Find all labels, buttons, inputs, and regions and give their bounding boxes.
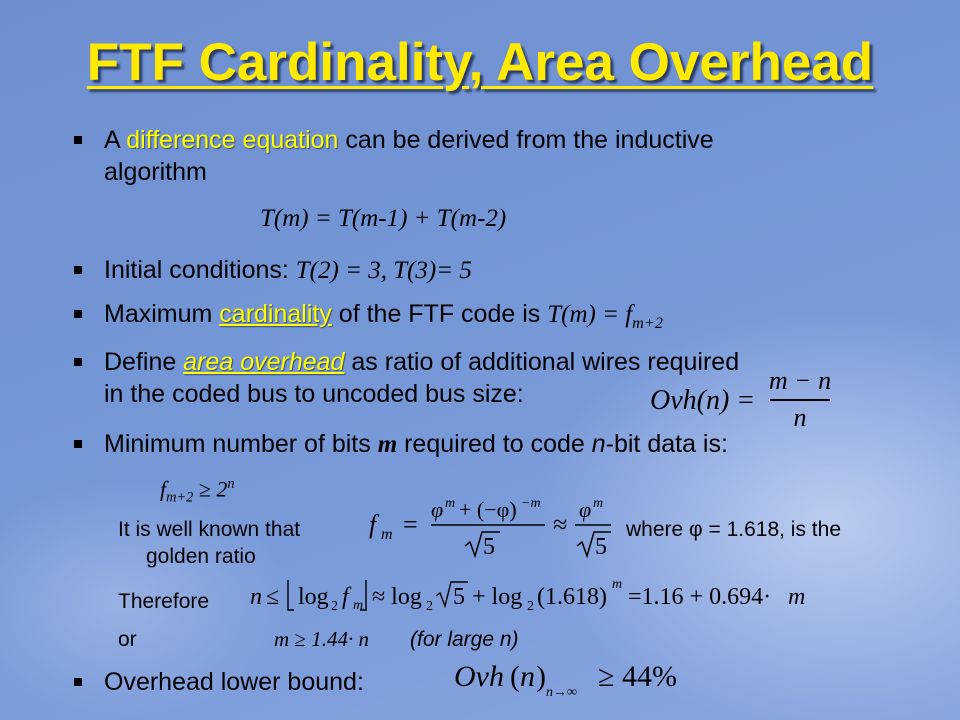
binet-f: f <box>369 510 377 539</box>
variable-n: n <box>591 430 606 458</box>
bullet-square-icon <box>74 678 82 686</box>
binet-f-sub: m <box>381 526 393 543</box>
bullet-text: Initial conditions: <box>104 256 296 284</box>
bullet-overhead-lower-bound <box>104 666 364 698</box>
bullet-text: -bit data is: <box>605 430 728 458</box>
golden-ratio-line2: golden ratio <box>146 545 256 568</box>
binet-approx-sqrt5: 5 <box>595 534 607 560</box>
page-title: FTF Cardinality, Area Overhead <box>86 33 874 92</box>
svg-text:≤: ≤ <box>266 584 280 610</box>
svg-text:=1.16 + 0.694·: =1.16 + 0.694· <box>628 584 772 610</box>
bullet-text: algorithm <box>104 158 207 186</box>
large-n-note: (for large n) <box>410 628 519 651</box>
svg-text:2: 2 <box>426 599 433 614</box>
log-derivation <box>248 572 858 618</box>
ovh-formula-numerator: m − n <box>768 366 832 395</box>
ineq-f: f <box>160 476 167 502</box>
binet-approx-num: φ <box>579 497 592 522</box>
bullet-text: of the FTF code is <box>331 300 548 328</box>
highlight-difference-equation: difference equation <box>126 126 339 154</box>
bullet-difference-equation <box>104 124 714 188</box>
bullet-maximum-cardinality <box>104 298 663 339</box>
svg-text:5: 5 <box>453 584 465 610</box>
bullet-text: A <box>104 126 127 154</box>
svg-text:f: f <box>342 584 349 610</box>
svg-text:≈ log: ≈ log <box>372 584 422 610</box>
bullet-text: can be derived from the inductive <box>338 126 714 154</box>
binet-neg-exp: −m <box>521 496 541 511</box>
recurrence-equation: T(m) = T(m-1) + T(m-2) <box>260 205 507 232</box>
svg-text:2: 2 <box>331 599 338 614</box>
initial-conditions-math: T(2) = 3, T(3)= 5 <box>295 257 472 284</box>
well-known-text: It is well known that <box>118 518 301 541</box>
svg-text:n: n <box>520 660 535 693</box>
highlight-cardinality: cardinality <box>219 300 332 328</box>
svg-text:+ log: + log <box>472 584 523 610</box>
bullet-text: in the coded bus to uncoded bus size: <box>104 380 524 408</box>
fibonacci-inequality <box>160 476 234 507</box>
binet-numerator-exp: m <box>445 496 456 511</box>
variable-m: m <box>377 431 398 458</box>
therefore-label: Therefore <box>118 590 210 613</box>
binet-formula <box>365 490 615 562</box>
binet-approx: ≈ <box>553 510 568 539</box>
cardinality-math: T(m) = f <box>547 301 633 328</box>
ovh-fraction-bar <box>770 399 830 401</box>
svg-text:m: m <box>353 598 364 613</box>
svg-text:Ovh: Ovh <box>454 660 504 693</box>
bullet-square-icon <box>74 266 82 274</box>
svg-text:(: ( <box>510 660 520 693</box>
bullet-square-icon <box>74 136 82 144</box>
bullet-text: Define <box>104 348 184 376</box>
bullet-text: Minimum number of bits <box>104 430 378 458</box>
svg-text:): ) <box>536 660 546 693</box>
ovh-formula-denominator: n <box>793 403 807 432</box>
svg-text:2: 2 <box>527 599 534 614</box>
bullet-text: Overhead lower bound: <box>104 668 364 696</box>
svg-text:m: m <box>788 584 806 610</box>
bullet-text: as ratio of additional wires required <box>344 348 740 376</box>
bullet-square-icon <box>74 310 82 318</box>
binet-approx-exp: m <box>593 496 604 511</box>
ineq-relation: ≥ 2 <box>193 476 228 502</box>
bullet-square-icon <box>74 358 82 366</box>
golden-ratio-note: where φ = 1.618, is the <box>626 518 841 541</box>
or-label: or <box>118 628 137 651</box>
binet-numerator: φ <box>431 497 444 522</box>
bullet-text: Maximum <box>104 300 220 328</box>
bullet-square-icon <box>74 440 82 448</box>
svg-text:log: log <box>298 584 329 610</box>
highlight-area-overhead: area overhead <box>183 348 345 376</box>
large-n-bound: m ≥ 1.44· n <box>274 627 369 651</box>
ovh-formula-lhs: Ovh(n) = <box>650 385 756 416</box>
binet-plus: + (−φ) <box>459 497 517 522</box>
svg-text:n: n <box>250 584 262 610</box>
svg-text:m: m <box>612 577 623 592</box>
overhead-bound-formula <box>452 652 702 702</box>
bullet-text: required to code <box>397 430 592 458</box>
ineq-superscript: n <box>227 476 235 492</box>
svg-text:(1.618): (1.618) <box>537 584 607 610</box>
svg-text:n→∞: n→∞ <box>546 685 577 700</box>
binet-sqrt5: 5 <box>483 534 495 560</box>
binet-equals: = <box>403 510 418 539</box>
ineq-subscript: m+2 <box>166 489 194 506</box>
bullet-area-overhead <box>104 346 739 410</box>
bullet-initial-conditions <box>104 254 472 287</box>
bullet-minimum-bits <box>104 428 728 461</box>
svg-text:≥ 44%: ≥ 44% <box>598 660 677 693</box>
cardinality-subscript: m+2 <box>632 314 663 332</box>
